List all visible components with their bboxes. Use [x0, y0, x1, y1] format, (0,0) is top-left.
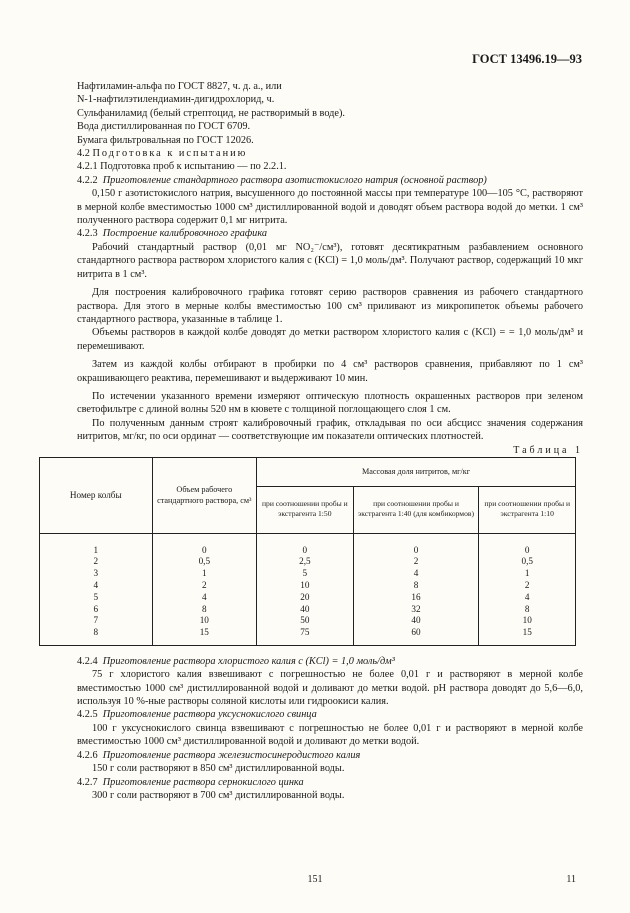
table-cell: 2	[40, 556, 153, 568]
paragraph: Рабочий стандартный раствор (0,01 мг NO₂⁻/см³), готовят десятикратным разбавлением основного стандартного раствора раствором хлористого калия c (KCl) = 1,0 моль/дм³. Получают раствор, содержащий 10 мкг нитрита в 1 см³.	[77, 241, 583, 280]
column-header-flask: Номер колбы	[40, 457, 153, 534]
table-cell: 32	[353, 603, 479, 615]
section-title: Построение калибровочного графика	[102, 228, 268, 240]
table-cell: 15	[479, 627, 576, 645]
section-number: 4.2	[77, 148, 90, 160]
table-cell: 4	[353, 568, 479, 580]
paragraph: Затем из каждой колбы отбирают в пробирки по 4 см³ растворов сравнения, прибавляют по 1 см³ окрашивающего реактива, перемешивают и выдерживают 10 мин.	[77, 359, 583, 384]
section-title: Приготовление раствора железистосинеродистого калия	[102, 749, 361, 761]
table-cell: 0	[479, 534, 576, 556]
table-row	[40, 534, 576, 556]
column-header-ratio-1-10: при соотношении пробы и экстрагента 1:10	[479, 487, 576, 534]
paragraph: По полученным данным строят калибровочный график, откладывая по оси абсцисс значения содержания нитритов, мг/кг, по оси ординат — соответствующие им показатели оптических плотностей.	[77, 417, 583, 443]
column-header-ratio-1-40: при соотношении пробы и экстрагента 1:40 (для комбикормов)	[353, 487, 479, 534]
table-cell: 4	[479, 592, 576, 604]
table-row	[40, 615, 576, 627]
section-4-2-2-body: 0,150 г азотистокислого натрия, высушенного до постоянной массы при температуре 100—105 °С, растворяют в мерной колбе вместимостью 1000 см³ дистиллированной водой и доводят объем раствора водой до метки. 1 см³ полученного раствора содержит 0,1 мг нитрита.	[77, 188, 583, 227]
table-cell: 0	[152, 534, 257, 556]
section-4-2-1: 4.2.1 Подготовка проб к испытанию — по 2.2.1.	[77, 161, 287, 173]
column-header-mass-fraction: Массовая доля нитритов, мг/кг	[257, 457, 576, 487]
section-4-2-5-body: 100 г уксуснокислого свинца взвешивают с погрешностью не более 0,01 г и растворяют в мерной колбе вместимостью 1000 см³ дистиллированной водой и доливают до метки водой.	[77, 722, 583, 748]
table-cell: 2,5	[257, 556, 354, 568]
table-row	[40, 603, 576, 615]
reagent-item: Вода дистиллированная по ГОСТ 6709.	[77, 121, 251, 133]
section-4-2-5-heading	[77, 708, 583, 721]
table-cell: 20	[257, 592, 354, 604]
section-number: 4.2.2	[77, 174, 98, 186]
table-cell: 8	[353, 580, 479, 592]
table-cell: 7	[40, 615, 153, 627]
table-cell: 1	[152, 568, 257, 580]
reagent-item: Бумага фильтровальная по ГОСТ 12026.	[77, 134, 254, 146]
table-cell: 5	[257, 568, 354, 580]
section-4-2-4-heading	[77, 655, 583, 668]
section-4-2-2-heading	[77, 174, 583, 187]
table-cell: 3	[40, 568, 153, 580]
section-title: Приготовление раствора уксуснокислого свинца	[102, 709, 317, 721]
section-4-2-7-heading	[77, 776, 583, 789]
section-4-2-4-body: 75 г хлористого калия взвешивают с погрешностью не более 0,01 г и растворяют в мерной колбе вместимостью 1000 см³ дистиллированной водой и доливают до метки водой. pH раствора доводят до 5,6—6,0, используя 10 %-ные растворы соляной кислоты или гидроокиси калия.	[77, 669, 583, 708]
table-cell: 10	[479, 615, 576, 627]
section-title: Приготовление стандартного раствора азотистокислого натрия (основной раствор)	[102, 174, 487, 186]
table-cell: 4	[152, 592, 257, 604]
section-number: 4.2.5	[77, 709, 98, 721]
reagent-item: N-1-нафтилэтилендиамин-дигидрохлорид, ч.	[77, 94, 275, 106]
table-cell: 8	[40, 627, 153, 645]
table-cell: 2	[479, 580, 576, 592]
page-body	[69, 80, 583, 802]
section-title: Приготовление раствора сернокислого цинка	[102, 776, 304, 788]
table-row	[40, 592, 576, 604]
column-header-volume: Объем рабочего стандартного раствора, см³	[152, 457, 257, 534]
table-cell: 8	[152, 603, 257, 615]
section-title: Подготовка к испытанию	[92, 148, 248, 160]
section-number: 4.2.7	[77, 776, 98, 788]
section-number: 4.2.6	[77, 749, 98, 761]
section-4-2-6-heading	[77, 749, 583, 762]
table-cell: 8	[479, 603, 576, 615]
section-4-2-heading	[77, 147, 583, 160]
reagent-item: Сульфаниламид (белый стрептоцид, не растворимый в воде).	[77, 107, 345, 119]
calibration-table	[39, 457, 576, 646]
table-cell: 1	[479, 568, 576, 580]
section-4-2-7-body: 300 г соли растворяют в 700 см³ дистиллированной воды.	[92, 789, 345, 801]
section-4-2-3-heading	[77, 227, 583, 240]
table-cell: 0	[257, 534, 354, 556]
section-number: 4.2.4	[77, 655, 98, 667]
table-caption: Таблица 1	[513, 444, 583, 456]
paragraph: Объемы растворов в каждой колбе доводят до метки раствором хлористого калия c (KCl) = = 1,0 моль/дм³ и перемешивают.	[77, 327, 583, 352]
table-cell: 10	[257, 580, 354, 592]
table-cell: 4	[40, 580, 153, 592]
table-cell: 5	[40, 592, 153, 604]
table-cell: 0,5	[152, 556, 257, 568]
sheet-number: 11	[566, 874, 576, 885]
table-cell: 1	[40, 534, 153, 556]
table-cell: 6	[40, 603, 153, 615]
table-row	[40, 580, 576, 592]
table-row	[40, 568, 576, 580]
section-4-2-6-body: 150 г соли растворяют в 850 см³ дистиллированной воды.	[92, 763, 345, 775]
table-cell: 15	[152, 627, 257, 645]
reagent-item: Нафтиламин-альфа по ГОСТ 8827, ч. д. а., или	[77, 81, 282, 92]
page-number: 151	[307, 874, 323, 885]
table-cell: 0,5	[479, 556, 576, 568]
table-cell: 0	[353, 534, 479, 556]
table-cell: 2	[353, 556, 479, 568]
table-row	[40, 556, 576, 568]
document-code: ГОСТ 13496.19—93	[472, 52, 582, 66]
table-cell: 75	[257, 627, 354, 645]
paragraph: Для построения калибровочного графика готовят серию растворов сравнения из рабочего стандартного раствора. Для этого в мерные колбы вместимостью 100 см³ приливают из микропипеток объемы рабочего стандартного раствора, указанные в таблице 1.	[77, 287, 583, 325]
column-header-ratio-1-50: при соотношении пробы и экстрагента 1:50	[257, 487, 354, 534]
table-cell: 40	[353, 615, 479, 627]
table-cell: 16	[353, 592, 479, 604]
table-cell: 40	[257, 603, 354, 615]
table-cell: 10	[152, 615, 257, 627]
table-row	[40, 627, 576, 645]
table-cell: 2	[152, 580, 257, 592]
section-title: Приготовление раствора хлористого калия c (KCl) = 1,0 моль/дм³	[102, 655, 395, 667]
table-cell: 50	[257, 615, 354, 627]
table-cell: 60	[353, 627, 479, 645]
section-number: 4.2.3	[77, 228, 98, 240]
paragraph: По истечении указанного времени измеряют оптическую плотность окрашенных растворов при зеленом светофильтре с длиной волны 520 нм в кювете с толщиной поглощающего слоя 1 см.	[77, 390, 583, 416]
